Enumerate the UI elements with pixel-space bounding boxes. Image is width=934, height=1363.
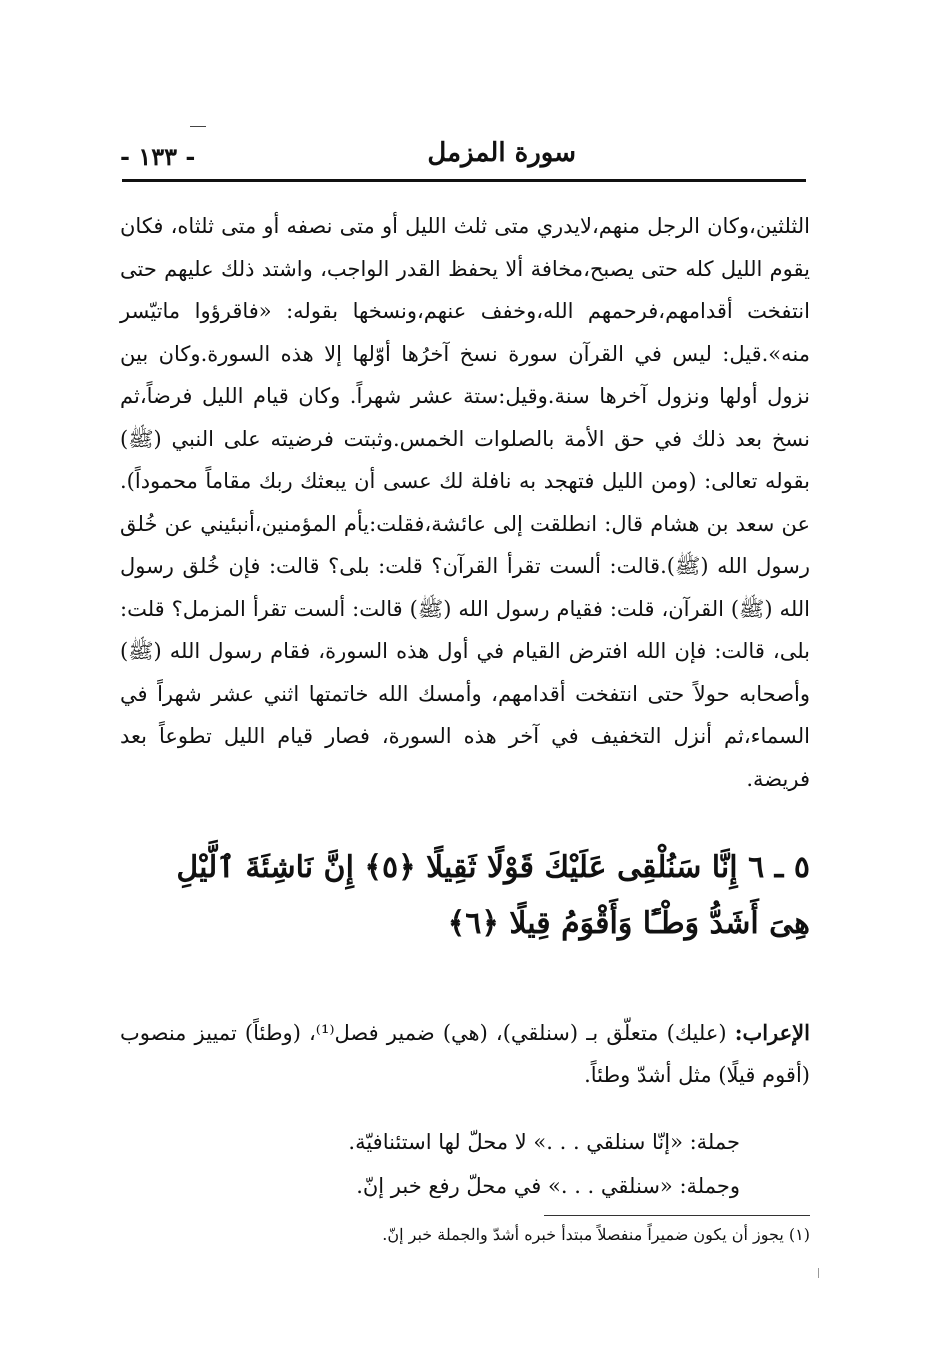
page-header	[120, 138, 806, 178]
irab-label: الإعراب:	[734, 1020, 810, 1045]
commentary-paragraph: الثلثين،وكان الرجل منهم،لايدري متى ثلث الليل أو متى نصفه أو متى ثلثاه، فكان يقوم الليل كله حتى يصبح،مخافة ألا يحفظ القدر الواجب، واشتد ذلك عليهم حتى انتفخت أقدامهم،فرحمهم الله،وخفف عنهم،ونسخها بقوله: «فاقرؤوا ماتيّسر منه».قيل: ليس في القرآن سورة نسخ آخرُها أوّلها إلا هذه السورة.وكان بين نزول أولها ونزول آخرها سنة.وقيل:ستة عشر شهراً. وكان قيام الليل فرضاً،ثم نسخ بعد ذلك في حق الأمة بالصلوات الخمس.وثبتت فرضيته على النبي (ﷺ) بقوله تعالى: (ومن الليل فتهجد به نافلة لك عسى أن يبعثك ربك مقاماً محموداً). عن سعد بن هشام قال: انطلقت إلى عائشة،فقلت:يأم المؤمنين،أنبئيني عن خُلق رسول الله (ﷺ).قالت: ألست تقرأ القرآن؟ قلت: بلى؟ قالت: فإن خُلق رسول الله (ﷺ) القرآن، قلت: فقيام رسول الله (ﷺ) قالت: ألست تقرأ المزمل؟ قلت: بلى، قالت: فإن الله افترض القيام في أول هذه السورة، فقام رسول الله (ﷺ) وأصحابه حولاً حتى انتفخت أقدامهم، وأمسك الله خاتمتها اثني عشر شهراً في السماء،ثم أنزل التخفيف في آخر هذه السورة، فصار قيام الليل تطوعاً بعد فريضة.	[120, 214, 810, 791]
verse-number: ٥ ـ ٦	[748, 850, 810, 885]
top-dash	[190, 126, 206, 127]
header-rule	[122, 179, 806, 182]
scan-mark	[818, 1268, 819, 1278]
verse-text: إِنَّا سَنُلْقِى عَلَيْكَ قَوْلًا ثَقِيلًا ﴿٥﴾ إِنَّ نَاشِئَةَ ٱلَّيْلِ هِىَ أَشَدُّ وَطْـًٔا وَأَقْوَمُ قِيلًا ﴿٦﴾	[176, 850, 810, 941]
quran-verse	[150, 840, 810, 952]
footnote: (١) يجوز أن يكون ضميراً منفصلاً مبتدأ خبره أشدّ والجملة خبر إنّ.	[382, 1225, 810, 1244]
sentence-line: جملة: «إنّا سنلقي . . .» لا محلّ لها استئنافيّة.	[348, 1130, 740, 1154]
sentence-analysis	[200, 1120, 740, 1208]
irab-text: (عليك) متعلّق بـ (سنلقي)، (هي) ضمير فصل⁽¹⁾، (وطئاً) تمييز منصوب (أقوم قيلًا) مثل أشدّ وطئاً.	[120, 1021, 810, 1087]
irab-section	[120, 1012, 810, 1096]
sentence-line: وجملة: «سنلقي . . .» في محلّ رفع خبر إنّ.	[356, 1174, 740, 1198]
footnote-rule	[544, 1215, 810, 1216]
page-number: - ١٣٣ -	[120, 142, 196, 171]
surah-title: سورة المزمل	[427, 138, 576, 168]
